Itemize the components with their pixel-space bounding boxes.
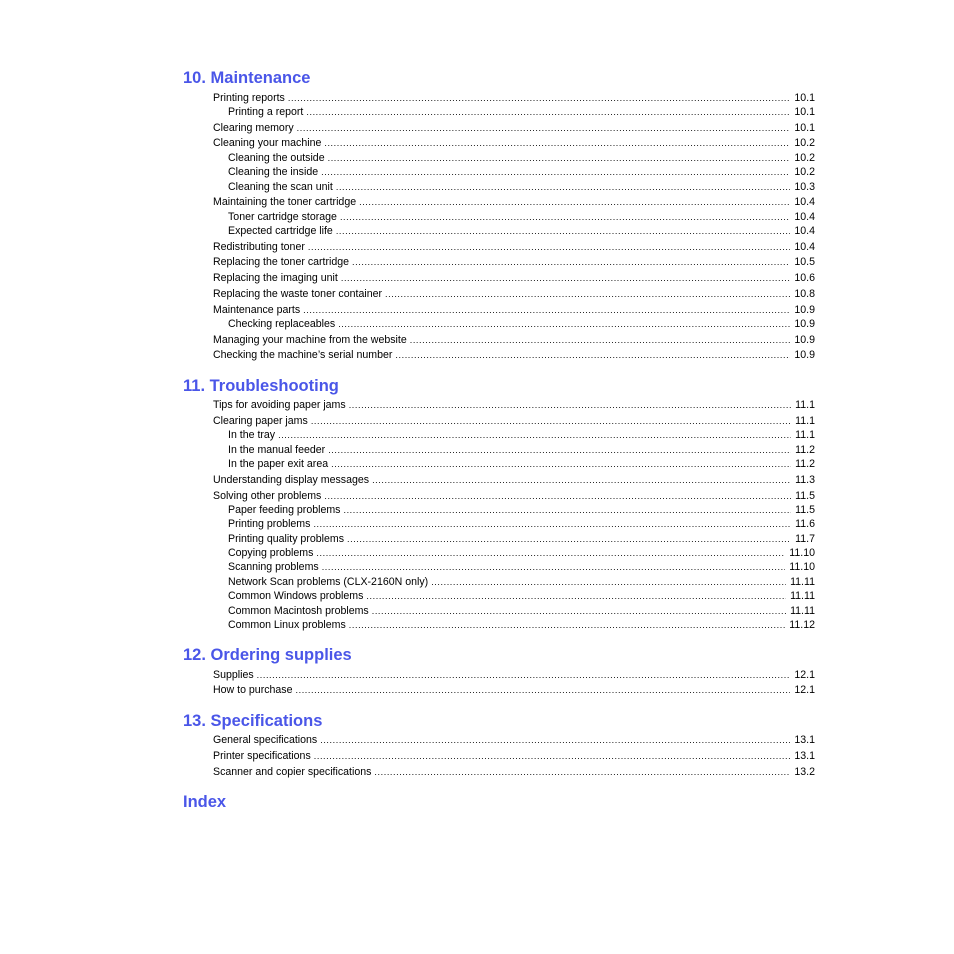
toc-entry[interactable] bbox=[213, 305, 815, 316]
entry-label: General specifications bbox=[213, 734, 318, 746]
entry-page: 11.5 bbox=[795, 490, 815, 502]
leader-dots bbox=[352, 258, 790, 267]
toc-entry[interactable] bbox=[213, 257, 815, 268]
entry-label: Printing a report bbox=[228, 106, 304, 118]
leader-dots bbox=[385, 290, 790, 299]
leader-dots bbox=[288, 94, 791, 103]
entry-page: 10.8 bbox=[794, 288, 815, 300]
entry-page: 11.10 bbox=[789, 547, 815, 559]
entry-label: Cleaning your machine bbox=[213, 137, 322, 149]
toc-entry[interactable] bbox=[213, 289, 815, 300]
leader-dots bbox=[372, 476, 791, 485]
entry-label: How to purchase bbox=[213, 684, 293, 696]
entry-page: 11.10 bbox=[789, 561, 815, 573]
leader-dots bbox=[349, 401, 791, 410]
entry-label: Solving other problems bbox=[213, 490, 322, 502]
entry-label: Clearing paper jams bbox=[213, 415, 308, 427]
entry-page: 13.1 bbox=[794, 750, 815, 762]
leader-dots bbox=[308, 243, 791, 252]
entry-page: 10.9 bbox=[794, 304, 815, 316]
entry-page: 12.1 bbox=[794, 684, 815, 696]
entry-label: Maintaining the toner cartridge bbox=[213, 196, 357, 208]
entry-label: In the manual feeder bbox=[228, 444, 326, 456]
leader-dots bbox=[313, 520, 791, 529]
toc-entry[interactable] bbox=[213, 242, 815, 253]
leader-dots bbox=[340, 213, 790, 222]
leader-dots bbox=[328, 154, 791, 163]
leader-dots bbox=[320, 736, 790, 745]
toc-entry[interactable] bbox=[213, 197, 815, 208]
toc-entry[interactable] bbox=[213, 685, 815, 696]
leader-dots bbox=[278, 431, 791, 440]
leader-dots bbox=[359, 198, 790, 207]
entry-label: In the paper exit area bbox=[228, 458, 329, 470]
entry-label: Common Linux problems bbox=[228, 619, 346, 631]
section-title-maintenance[interactable]: 10. Maintenance bbox=[183, 69, 311, 87]
leader-dots bbox=[431, 578, 786, 587]
leader-dots bbox=[324, 492, 791, 501]
toc-entry[interactable] bbox=[213, 138, 815, 149]
entry-label: Paper feeding problems bbox=[228, 504, 341, 516]
entry-page: 11.11 bbox=[790, 576, 815, 588]
toc-entry[interactable] bbox=[228, 562, 815, 573]
entry-label: Managing your machine from the website bbox=[213, 334, 407, 346]
toc-entry[interactable] bbox=[213, 123, 815, 134]
entry-page: 11.12 bbox=[789, 619, 815, 631]
toc-entry[interactable] bbox=[213, 475, 815, 486]
entry-page: 11.7 bbox=[795, 533, 815, 545]
leader-dots bbox=[321, 168, 790, 177]
entry-label: Printing reports bbox=[213, 92, 285, 104]
entry-page: 11.3 bbox=[795, 474, 815, 486]
entry-page: 11.1 bbox=[795, 399, 815, 411]
entry-label: Expected cartridge life bbox=[228, 225, 333, 237]
entry-page: 10.9 bbox=[794, 318, 815, 330]
entry-label: Checking replaceables bbox=[228, 318, 336, 330]
section-title-index[interactable]: Index bbox=[183, 793, 227, 811]
leader-dots bbox=[306, 108, 790, 117]
entry-label: Redistributing toner bbox=[213, 241, 305, 253]
entry-label: In the tray bbox=[228, 429, 276, 441]
entry-label: Cleaning the outside bbox=[228, 152, 325, 164]
toc-entry[interactable] bbox=[213, 751, 815, 762]
leader-dots bbox=[311, 417, 791, 426]
toc-entry[interactable] bbox=[228, 548, 815, 559]
entry-page: 11.6 bbox=[795, 518, 815, 530]
section-title-specifications[interactable]: 13. Specifications bbox=[183, 712, 323, 730]
entry-label: Printing quality problems bbox=[228, 533, 344, 545]
entry-page: 11.11 bbox=[790, 605, 815, 617]
entry-label: Maintenance parts bbox=[213, 304, 301, 316]
entry-page: 10.9 bbox=[794, 334, 815, 346]
entry-page: 10.1 bbox=[794, 106, 815, 118]
entry-page: 10.1 bbox=[794, 92, 815, 104]
leader-dots bbox=[336, 183, 791, 192]
entry-page: 12.1 bbox=[794, 669, 815, 681]
entry-page: 10.2 bbox=[794, 152, 815, 164]
entry-label: Scanner and copier specifications bbox=[213, 766, 372, 778]
entry-label: Network Scan problems (CLX-2160N only) bbox=[228, 576, 429, 588]
entry-page: 11.2 bbox=[795, 458, 815, 470]
toc-entry[interactable] bbox=[228, 319, 815, 330]
entry-page: 11.1 bbox=[795, 429, 815, 441]
entry-page: 10.4 bbox=[794, 225, 815, 237]
leader-dots bbox=[343, 506, 791, 515]
entry-page: 11.11 bbox=[790, 590, 815, 602]
leader-dots bbox=[257, 671, 791, 680]
entry-label: Clearing memory bbox=[213, 122, 294, 134]
leader-dots bbox=[303, 306, 790, 315]
leader-dots bbox=[328, 446, 791, 455]
toc-entry[interactable] bbox=[228, 167, 815, 178]
toc-entry[interactable] bbox=[228, 430, 815, 441]
entry-page: 10.1 bbox=[794, 122, 815, 134]
leader-dots bbox=[347, 535, 791, 544]
toc-entry[interactable] bbox=[228, 591, 815, 602]
leader-dots bbox=[395, 351, 790, 360]
section-title-troubleshooting[interactable]: 11. Troubleshooting bbox=[183, 377, 339, 395]
entry-page: 10.3 bbox=[794, 181, 815, 193]
toc-entry[interactable] bbox=[228, 226, 815, 237]
toc-entry[interactable] bbox=[228, 620, 815, 631]
entry-label: Checking the machine’s serial number bbox=[213, 349, 393, 361]
toc-entry[interactable] bbox=[228, 577, 815, 588]
entry-label: Scanning problems bbox=[228, 561, 319, 573]
entry-label: Printer specifications bbox=[213, 750, 311, 762]
entry-page: 11.1 bbox=[795, 415, 815, 427]
toc-entry[interactable] bbox=[213, 93, 815, 104]
entry-label: Printing problems bbox=[228, 518, 311, 530]
leader-dots bbox=[322, 563, 786, 572]
entry-page: 13.2 bbox=[794, 766, 815, 778]
leader-dots bbox=[316, 549, 785, 558]
entry-label: Replacing the toner cartridge bbox=[213, 256, 350, 268]
leader-dots bbox=[331, 460, 791, 469]
entry-label: Common Windows problems bbox=[228, 590, 364, 602]
leader-dots bbox=[297, 124, 791, 133]
leader-dots bbox=[296, 686, 791, 695]
entry-label: Tips for avoiding paper jams bbox=[213, 399, 346, 411]
entry-page: 10.2 bbox=[794, 137, 815, 149]
entry-label: Cleaning the inside bbox=[228, 166, 319, 178]
entry-label: Supplies bbox=[213, 669, 254, 681]
toc-entry[interactable] bbox=[213, 416, 815, 427]
leader-dots bbox=[366, 592, 786, 601]
leader-dots bbox=[374, 768, 790, 777]
entry-label: Replacing the waste toner container bbox=[213, 288, 383, 300]
entry-page: 11.2 bbox=[795, 444, 815, 456]
toc-entry[interactable] bbox=[213, 670, 815, 681]
entry-label: Replacing the imaging unit bbox=[213, 272, 338, 284]
leader-dots bbox=[341, 274, 791, 283]
toc-entry[interactable] bbox=[213, 335, 815, 346]
entry-page: 11.5 bbox=[795, 504, 815, 516]
entry-label: Understanding display messages bbox=[213, 474, 370, 486]
leader-dots bbox=[410, 336, 791, 345]
entry-page: 10.9 bbox=[794, 349, 815, 361]
leader-dots bbox=[314, 752, 791, 761]
toc-entry[interactable] bbox=[228, 212, 815, 223]
entry-page: 10.4 bbox=[794, 211, 815, 223]
toc-entry[interactable] bbox=[213, 350, 815, 361]
toc-entry[interactable] bbox=[228, 445, 815, 456]
toc-entry[interactable] bbox=[213, 767, 815, 778]
toc-entry[interactable] bbox=[228, 459, 815, 470]
toc-entry[interactable] bbox=[228, 505, 815, 516]
leader-dots bbox=[338, 320, 790, 329]
entry-page: 10.2 bbox=[794, 166, 815, 178]
toc-entry[interactable] bbox=[213, 400, 815, 411]
entry-page: 10.6 bbox=[794, 272, 815, 284]
toc-entry[interactable] bbox=[213, 491, 815, 502]
entry-label: Cleaning the scan unit bbox=[228, 181, 333, 193]
leader-dots bbox=[324, 139, 790, 148]
toc-entry[interactable] bbox=[228, 182, 815, 193]
toc-entry[interactable] bbox=[228, 534, 815, 545]
section-title-ordering-supplies[interactable]: 12. Ordering supplies bbox=[183, 646, 352, 664]
entry-page: 10.5 bbox=[794, 256, 815, 268]
entry-label: Common Macintosh problems bbox=[228, 605, 369, 617]
toc-entry[interactable] bbox=[213, 735, 815, 746]
entry-label: Toner cartridge storage bbox=[228, 211, 337, 223]
toc-entry[interactable] bbox=[228, 606, 815, 617]
leader-dots bbox=[336, 227, 791, 236]
entry-page: 13.1 bbox=[794, 734, 815, 746]
leader-dots bbox=[372, 607, 786, 616]
entry-page: 10.4 bbox=[794, 241, 815, 253]
entry-label: Copying problems bbox=[228, 547, 314, 559]
toc-entry[interactable] bbox=[228, 519, 815, 530]
entry-page: 10.4 bbox=[794, 196, 815, 208]
leader-dots bbox=[349, 621, 786, 630]
toc-entry[interactable] bbox=[213, 273, 815, 284]
toc-entry[interactable] bbox=[228, 153, 815, 164]
toc-entry[interactable] bbox=[228, 107, 815, 118]
